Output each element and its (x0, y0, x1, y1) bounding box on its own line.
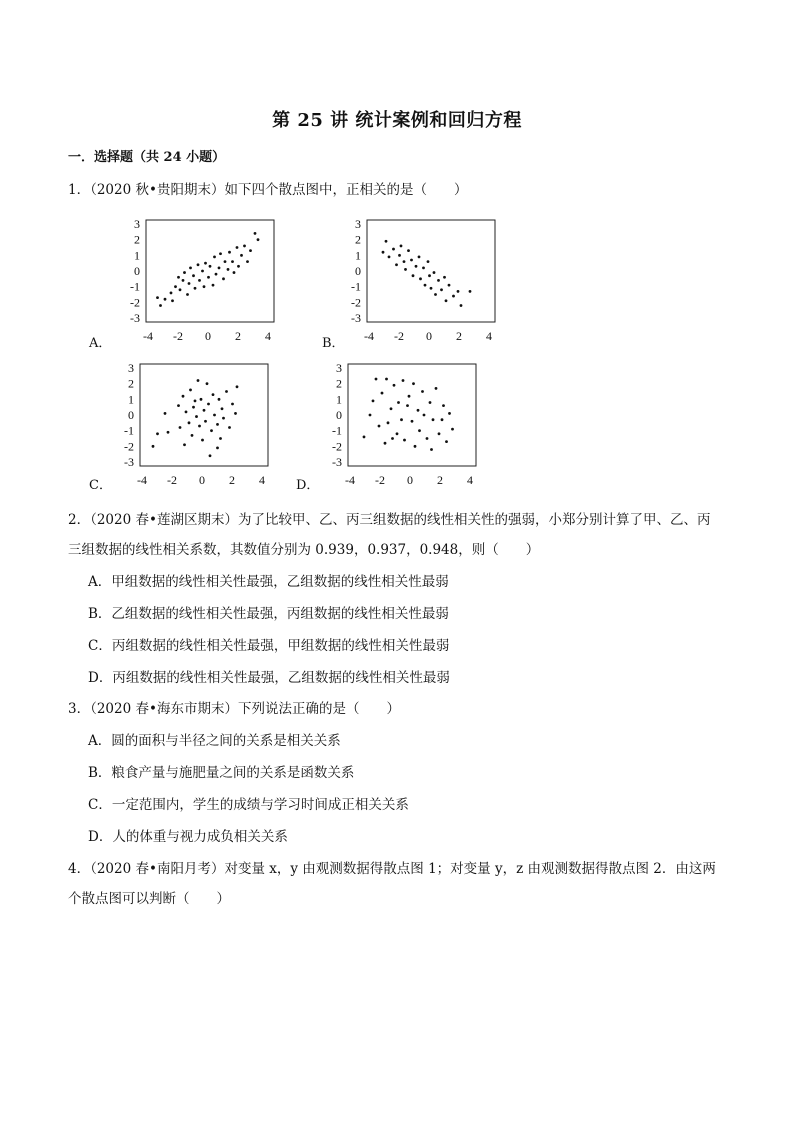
plot-b-point (424, 284, 427, 287)
plot-b-xtick: 0 (426, 329, 432, 343)
plot-b-point (434, 293, 437, 296)
plot-b-point (403, 260, 406, 263)
plot-c-point (209, 454, 212, 457)
question-3-line-1: 3．（2020 春•海东市期末）下列说法正确的是（ ） (68, 701, 400, 717)
plot-a-ytick: 1 (134, 248, 140, 263)
plot-d-point (402, 379, 405, 382)
plot-d-point (406, 404, 409, 407)
plot-a-point (236, 246, 239, 249)
plot-c-ytick: -3 (124, 455, 134, 469)
plot-c-xtick: -2 (167, 473, 177, 487)
plot-b-point (398, 254, 401, 257)
question-4-line-2: 个散点图可以判断（ ） (68, 891, 230, 907)
plot-d-ytick: 0 (336, 408, 342, 422)
plot-b-point (418, 256, 421, 259)
plot-b-point (388, 256, 391, 259)
page-title: 第 25 讲 统计案例和回归方程 (272, 110, 522, 131)
plot-c-point (210, 429, 213, 432)
plot-d-point (448, 412, 451, 415)
plot-c-point (182, 395, 185, 398)
question-4-line-1: 4．（2020 春•南阳月考）对变量 x，y 由观测数据得散点图 1；对变量 y，z 由观测数据得散点图 2．由这两 (68, 861, 716, 877)
scatter-plot-d-svg (316, 356, 486, 488)
plot-b-point (433, 271, 436, 274)
plot-d-point (369, 414, 372, 417)
plot-d-ytick: -1 (332, 423, 342, 438)
plot-a-point (164, 298, 167, 301)
question-2-line-1: 2．（2020 春•莲湖区期末）为了比较甲、乙、丙三组数据的线性相关性的强弱，小郑分别计算了甲、乙、丙 (68, 512, 711, 528)
plot-a-point (189, 266, 192, 269)
plot-d-point (390, 407, 393, 410)
plot-b-ytick: -2 (351, 295, 361, 310)
question-2-option-a: A．甲组数据的线性相关性最强，乙组数据的线性相关性最弱 (88, 574, 449, 590)
plot-a-point (215, 273, 218, 276)
plot-b-point (415, 265, 418, 268)
plot-a-point (174, 285, 177, 288)
plot-c-point (216, 423, 219, 426)
plot-c-point (216, 447, 219, 450)
plot-a-ytick: 3 (134, 217, 140, 231)
plot-c-point (219, 437, 222, 440)
plot-a-xtick: -4 (143, 329, 153, 343)
plot-b-point (448, 284, 451, 287)
plot-b-point (385, 240, 388, 243)
scatter-plot-a (114, 212, 284, 344)
plot-a-point (170, 292, 173, 295)
plot-c-ytick: 2 (128, 376, 134, 391)
plot-d-xtick: 4 (467, 473, 473, 487)
plot-a-point (233, 271, 236, 274)
plot-b-xtick: 2 (456, 329, 462, 343)
plot-c-point (204, 420, 207, 423)
plot-a-xtick: 4 (265, 329, 271, 343)
plot-a-point (243, 245, 246, 248)
plot-d-point (429, 401, 432, 404)
plot-a-point (207, 276, 210, 279)
question-3-option-b: B．粮食产量与施肥量之间的关系是函数关系 (88, 765, 355, 781)
plot-d-point (384, 442, 387, 445)
scatter-plot-c (108, 356, 278, 488)
plot-c-point (207, 403, 210, 406)
plot-d-point (442, 404, 445, 407)
plot-a-xtick: 0 (205, 329, 211, 343)
plot-a-point (186, 293, 189, 296)
plot-d-xtick: 2 (437, 473, 443, 487)
plot-b-point (400, 245, 403, 248)
plot-b-point (469, 290, 472, 293)
plot-c-frame (140, 364, 268, 466)
plot-a-point (182, 279, 185, 282)
question-2-option-c: C．丙组数据的线性相关性最强，甲组数据的线性相关性最弱 (88, 638, 450, 654)
plot-b-point (437, 279, 440, 282)
plot-b-point (443, 276, 446, 279)
plot-c-point (213, 414, 216, 417)
plot-d-xtick: 0 (407, 473, 413, 487)
plot-b-point (410, 259, 413, 262)
plot-c-point (179, 426, 182, 429)
plot-a-point (177, 276, 180, 279)
plot-c-point (156, 432, 159, 435)
plot-a-point (188, 282, 191, 285)
plot-c-point (195, 415, 198, 418)
plot-a-point (228, 251, 231, 254)
plot-d-point (387, 421, 390, 424)
plot-b-point (440, 288, 443, 291)
plot-b-ytick: 2 (355, 232, 361, 247)
plot-a-label: A． (89, 336, 112, 351)
plot-b-ytick: 0 (355, 264, 361, 278)
plot-d-point (432, 418, 435, 421)
plot-d-point (438, 432, 441, 435)
plot-d-ytick: -2 (332, 439, 342, 454)
plot-b-ytick: 1 (355, 248, 361, 263)
plot-c-point (222, 417, 225, 420)
plot-b-xtick: -2 (394, 329, 404, 343)
question-2-option-b: B．乙组数据的线性相关性最强，丙组数据的线性相关性最弱 (88, 606, 449, 622)
plot-a-point (197, 263, 200, 266)
plot-a-point (249, 249, 252, 252)
plot-b-point (392, 248, 395, 251)
plot-c-point (206, 382, 209, 385)
plot-a-ytick: -2 (130, 295, 140, 310)
plot-b-point (427, 260, 430, 263)
plot-b-point (428, 274, 431, 277)
plot-c-xtick: 4 (259, 473, 265, 487)
plot-d-ytick: -3 (332, 455, 342, 469)
plot-d-point (397, 401, 400, 404)
plot-c-ytick: 1 (128, 392, 134, 407)
plot-d-point (412, 382, 415, 385)
plot-a-point (209, 265, 212, 268)
plot-d-point (372, 400, 375, 403)
plot-c-point (212, 393, 215, 396)
plot-c-point (234, 412, 237, 415)
question-3-option-d: D．人的体重与视力成负相关关系 (88, 829, 288, 845)
question-3-option-c: C．一定范围内，学生的成绩与学习时间成正相关关系 (88, 797, 409, 813)
plot-a-xtick: 2 (235, 329, 241, 343)
plot-d-point (423, 414, 426, 417)
plot-d-point (375, 378, 378, 381)
plot-c-xtick: -4 (137, 473, 147, 487)
plot-c-point (200, 398, 203, 401)
plot-c-point (231, 403, 234, 406)
plot-b-point (457, 290, 460, 293)
plot-d-point (411, 420, 414, 423)
plot-a-point (156, 296, 159, 299)
plot-c-point (192, 406, 195, 409)
scatter-plot-a-svg (114, 212, 284, 344)
plot-d-xtick: -4 (345, 473, 355, 487)
scatter-plot-b-svg (335, 212, 505, 344)
question-3-option-a: A．圆的面积与半径之间的关系是相关关系 (88, 733, 341, 749)
scatter-plot-d (316, 356, 486, 488)
plot-a-point (204, 262, 207, 265)
plot-b-point (407, 249, 410, 252)
plot-c-ytick: 3 (128, 361, 134, 375)
plot-a-point (237, 265, 240, 268)
plot-a-ytick: -1 (130, 279, 140, 294)
plot-c-point (177, 404, 180, 407)
plot-b-xtick: 4 (486, 329, 492, 343)
plot-c-ytick: 0 (128, 408, 134, 422)
plot-c-ytick: -2 (124, 439, 134, 454)
plot-a-point (222, 277, 225, 280)
plot-d-point (378, 425, 381, 428)
plot-a-point (203, 285, 206, 288)
plot-c-point (236, 385, 239, 388)
plot-a-point (227, 268, 230, 271)
plot-d-point (391, 437, 394, 440)
plot-a-ytick: 0 (134, 264, 140, 278)
plot-b-ytick: -1 (351, 279, 361, 294)
plot-d-point (445, 440, 448, 443)
plot-d-point (414, 445, 417, 448)
plot-b-point (404, 268, 407, 271)
plot-a-point (179, 288, 182, 291)
plot-d-point (385, 378, 388, 381)
plot-c-point (183, 443, 186, 446)
plot-c-point (164, 412, 167, 415)
plot-d-point (441, 418, 444, 421)
plot-a-point (194, 287, 197, 290)
plot-c-label: C． (89, 478, 112, 493)
plot-b-point (445, 299, 448, 302)
scatter-plot-b (335, 212, 505, 344)
plot-c-xtick: 2 (229, 473, 235, 487)
plot-a-point (254, 232, 257, 235)
plot-a-xtick: -2 (173, 329, 183, 343)
plot-c-point (194, 400, 197, 403)
plot-a-frame (146, 220, 274, 322)
plot-d-point (435, 387, 438, 390)
plot-d-point (418, 429, 421, 432)
plot-b-point (419, 277, 422, 280)
plot-a-point (213, 256, 216, 259)
plot-c-xtick: 0 (199, 473, 205, 487)
plot-c-point (201, 439, 204, 442)
plot-a-point (257, 238, 260, 241)
plot-d-point (381, 392, 384, 395)
plot-a-ytick: -3 (130, 311, 140, 325)
plot-d-point (408, 395, 411, 398)
plot-d-point (400, 418, 403, 421)
plot-d-point (421, 390, 424, 393)
plot-d-ytick: 3 (336, 361, 342, 375)
plot-a-point (198, 279, 201, 282)
question-2-option-d: D．丙组数据的线性相关性最强，乙组数据的线性相关性最弱 (88, 670, 450, 686)
plot-b-point (430, 287, 433, 290)
section-heading: 一．选择题（共 24 小题） (68, 150, 226, 165)
plot-c-point (198, 425, 201, 428)
plot-b-ytick: -3 (351, 311, 361, 325)
plot-c-point (197, 379, 200, 382)
plot-a-point (159, 304, 162, 307)
plot-a-point (201, 270, 204, 273)
plot-a-point (240, 254, 243, 257)
plot-d-ytick: 1 (336, 392, 342, 407)
question-1-line-1: 1．（2020 秋•贵阳期末）如下四个散点图中，正相关的是（ ） (68, 182, 468, 198)
plot-d-point (396, 432, 399, 435)
plot-c-point (167, 431, 170, 434)
plot-a-point (192, 274, 195, 277)
plot-d-ytick: 2 (336, 376, 342, 391)
plot-c-point (218, 398, 221, 401)
plot-d-point (451, 428, 454, 431)
plot-b-point (395, 263, 398, 266)
plot-c-point (152, 445, 155, 448)
plot-c-point (188, 421, 191, 424)
scatter-plot-c-svg (108, 356, 278, 488)
plot-d-point (426, 437, 429, 440)
plot-c-point (225, 390, 228, 393)
plot-c-point (221, 407, 224, 410)
plot-d-point (363, 436, 366, 439)
plot-b-point (460, 304, 463, 307)
question-2-line-2: 三组数据的线性相关系数，其数值分别为 0.939，0.937，0.948，则（ ） (68, 542, 540, 558)
plot-a-point (224, 260, 227, 263)
plot-b-ytick: 3 (355, 217, 361, 231)
plot-a-point (219, 252, 222, 255)
plot-c-point (203, 409, 206, 412)
plot-a-point (183, 271, 186, 274)
plot-b-point (412, 274, 415, 277)
plot-d-frame (348, 364, 476, 466)
plot-c-point (185, 410, 188, 413)
plot-a-point (231, 260, 234, 263)
plot-a-point (246, 260, 249, 263)
plot-b-point (452, 295, 455, 298)
plot-d-point (430, 448, 433, 451)
plot-c-point (228, 426, 231, 429)
plot-d-label: D． (296, 478, 320, 493)
plot-b-point (422, 266, 425, 269)
plot-b-xtick: -4 (364, 329, 374, 343)
plot-d-xtick: -2 (375, 473, 385, 487)
plot-c-point (189, 389, 192, 392)
plot-c-ytick: -1 (124, 423, 134, 438)
plot-d-point (417, 409, 420, 412)
plot-d-point (393, 384, 396, 387)
plot-a-ytick: 2 (134, 232, 140, 247)
plot-b-frame (367, 220, 495, 322)
plot-c-point (191, 434, 194, 437)
plot-b-label: B． (322, 336, 345, 351)
plot-d-point (403, 439, 406, 442)
plot-a-point (212, 284, 215, 287)
plot-b-point (382, 251, 385, 254)
plot-a-point (218, 266, 221, 269)
plot-a-point (171, 299, 174, 302)
